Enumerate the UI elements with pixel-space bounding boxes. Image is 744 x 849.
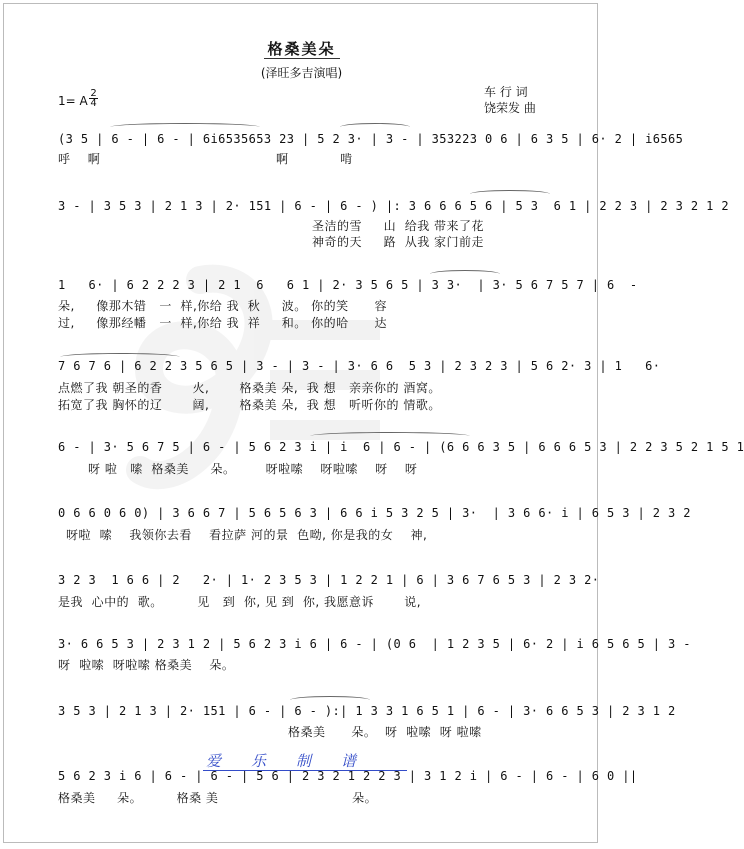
time-signature <box>89 89 98 108</box>
slur <box>470 190 550 198</box>
lyricist-credit: 车 行 词 <box>484 85 528 99</box>
notation-system-10: 5 6 2 3 i 6 | 6 - | 6 - | 5 6 | 2 3 2 1 2 2 3 | 3 1 2 i | 6 - | 6 - | 6 0 || <box>58 769 638 783</box>
lyric-line: 是我 心中的 歌。 见 到 你, 见 到 你, 我愿意诉 说, <box>58 595 422 609</box>
lyric-line: 圣洁的雪 山 给我 带来了花 <box>312 219 485 233</box>
notation-system-1: (3 5 | 6 - | 6 - | 6i6535653 23 | 5 2 3· | 3 - | 353223 0 6 | 6 3 5 | 6· 2 | i6565 <box>58 132 684 146</box>
lyric-line: 点燃了我 朝圣的香 火, 格桑美 朵, 我 想 亲亲你的 酒窝。 <box>58 381 441 395</box>
brand-watermark: 爱乐制谱 <box>206 752 387 770</box>
slur <box>110 123 260 131</box>
slur <box>60 353 180 361</box>
slur <box>430 270 500 278</box>
time-denominator: 4 <box>90 98 97 109</box>
notation-system-5: 6 - | 3· 5 6 7 5 | 6 - | 5 6 2 3 i | i 6 | 6 - | (6 6 6 3 5 | 6 6 6 5 3 | 2 2 3 5 2 1 5 1 <box>58 440 744 454</box>
lyric-line: 朵, 像那木错 一 样,你给 我 秋 波。 你的笑 容 <box>58 299 387 313</box>
slur <box>290 696 370 704</box>
lyric-line: 格桑美 朵。 格桑 美 朵。 <box>58 791 378 805</box>
composer-credit: 饶荣发 曲 <box>484 101 536 115</box>
lyric-line: 呼 啊 <box>58 152 101 166</box>
notation-system-7: 3 2 3 1 6 6 | 2 2· | 1· 2 3 5 3 | 1 2 2 1 | 6 | 3 6 7 6 5 3 | 2 3 2· <box>58 573 600 587</box>
notation-system-8: 3· 6 6 5 3 | 2 3 1 2 | 5 6 2 3 i 6 | 6 - | (0 6 | 1 2 3 5 | 6· 2 | i 6 5 6 5 | 3 - <box>58 637 691 651</box>
lyric-line: 呀 啦 嗦 格桑美 朵。 呀啦嗦 呀啦嗦 呀 呀 <box>88 462 418 476</box>
lyric-line: 呀啦 嗦 我领你去看 看拉萨 河的景 色呦, 你是我的女 神, <box>66 528 428 542</box>
brand-underline <box>203 770 407 771</box>
lyric-line: 格桑美 朵。 呀 啦嗦 呀 啦嗦 <box>288 725 482 739</box>
notation-system-4: 7 6 7 6 | 6 2 2 3 5 6 5 | 3 - | 3 - | 3· 6 6 5 3 | 2 3 2 3 | 5 6 2· 3 | 1 6· <box>58 359 661 373</box>
slur <box>310 432 470 440</box>
notation-system-3: 1 6· | 6 2 2 2 3 | 2 1 6 6 1 | 2· 3 5 6 5 | 3 3· | 3· 5 6 7 5 7 | 6 - <box>58 278 638 292</box>
song-title: 格桑美朵 <box>267 40 336 58</box>
lyric-line: 过, 像那经幡 一 样,你给 我 祥 和。 你的哈 达 <box>58 316 387 330</box>
notation-system-9: 3 5 3 | 2 1 3 | 2· 151 | 6 - | 6 - ):| 1 3 3 1 6 5 1 | 6 - | 3· 6 6 5 3 | 2 3 1 2 <box>58 704 676 718</box>
time-numerator: 2 <box>90 88 97 99</box>
lyric-line: 拓宽了我 胸怀的辽 阔, 格桑美 朵, 我 想 听听你的 情歌。 <box>58 398 441 412</box>
lyric-line: 神奇的天 路 从我 家门前走 <box>312 235 485 249</box>
key-signature: 1= A <box>58 94 88 108</box>
slur <box>340 123 410 131</box>
title-underline <box>264 58 340 59</box>
notation-system-6: 0 6 6 0 6 0) | 3 6 6 7 | 5 6 5 6 3 | 6 6 i 5 3 2 5 | 3· | 3 6 6· i | 6 5 3 | 2 3 2 <box>58 506 691 520</box>
lyric-line: 呀 啦嗦 呀啦嗦 格桑美 朵。 <box>58 658 235 672</box>
song-subtitle: (泽旺多吉演唱) <box>260 66 343 80</box>
notation-system-2: 3 - | 3 5 3 | 2 1 3 | 2· 151 | 6 - | 6 - ) |: 3 6 6 6 5 6 | 5 3 6 1 | 2 2 3 | 2 3 2 1 2 <box>58 199 729 213</box>
lyric-line: 啊 啃 <box>276 152 353 166</box>
